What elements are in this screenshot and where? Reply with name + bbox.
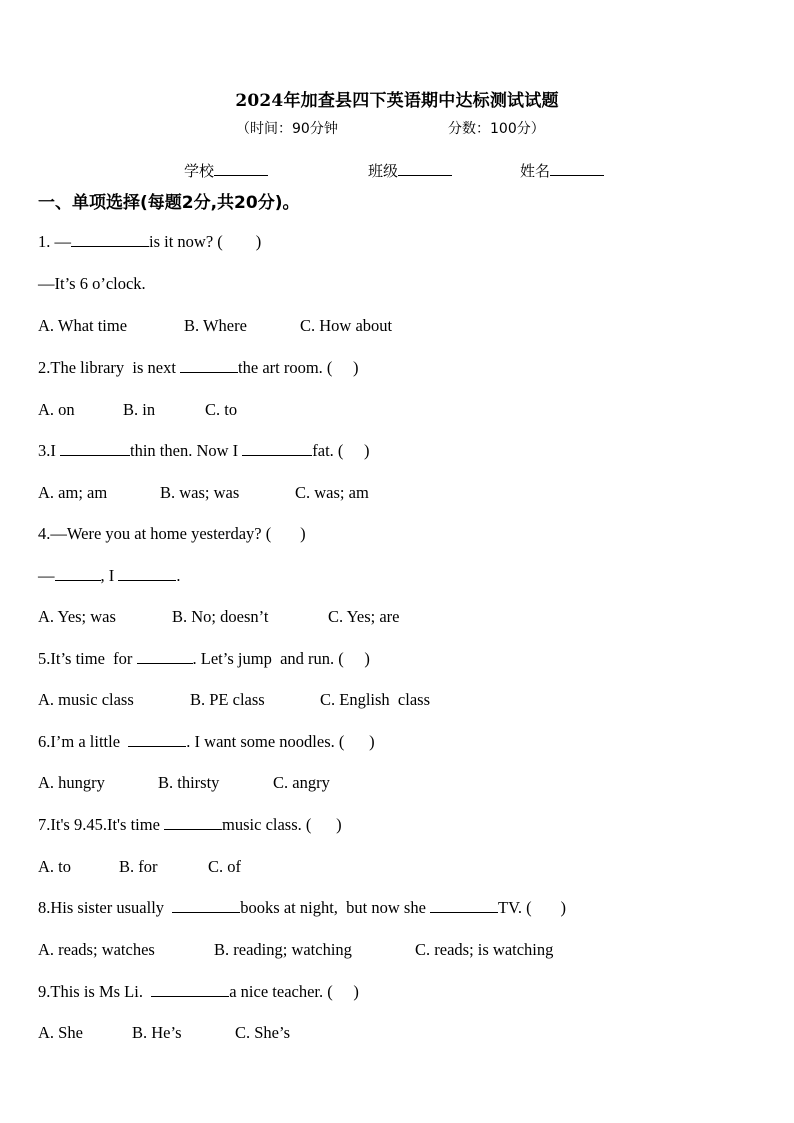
answer-blank[interactable]: [118, 566, 176, 581]
answer-blank[interactable]: [151, 982, 229, 997]
option-a[interactable]: A. She: [38, 1023, 83, 1042]
section-title: 一、单项选择(每题2分,共20分)。: [38, 193, 300, 213]
class-label: 班级: [368, 162, 399, 180]
question-3: 3.I thin then. Now I fat. ( ): [38, 441, 370, 460]
answer-blank[interactable]: [430, 898, 498, 913]
option-b[interactable]: B. PE class: [190, 690, 265, 709]
question-6: 6.I’m a little . I want some noodles. ( ): [38, 732, 375, 751]
option-a[interactable]: A. to: [38, 857, 71, 876]
option-a[interactable]: A. music class: [38, 690, 134, 709]
question-1: 1. — is it now? ( ): [38, 232, 262, 251]
option-b[interactable]: B. for: [119, 857, 158, 876]
question-7: 7.It's 9.45.It's time music class. ( ): [38, 815, 342, 834]
answer-blank[interactable]: [172, 898, 240, 913]
option-c[interactable]: C. of: [208, 857, 241, 876]
question-1-response: —It’s 6 o’clock.: [38, 274, 146, 293]
option-a[interactable]: A. am; am: [38, 483, 108, 502]
option-c[interactable]: C. reads; is watching: [415, 940, 554, 959]
option-c[interactable]: C. How about: [300, 316, 393, 335]
option-a[interactable]: A. on: [38, 400, 75, 419]
option-c[interactable]: C. was; am: [295, 483, 369, 502]
name-label: 姓名: [520, 162, 551, 180]
class-field[interactable]: [368, 160, 452, 181]
answer-blank[interactable]: [180, 358, 238, 373]
question-8: 8.His sister usually books at night, but now she TV. ( ): [38, 898, 567, 917]
option-a[interactable]: A. reads; watches: [38, 940, 155, 959]
answer-blank[interactable]: [60, 441, 130, 456]
option-b[interactable]: B. He’s: [132, 1023, 182, 1042]
option-b[interactable]: B. in: [123, 400, 156, 419]
question-5: 5.It’s time for . Let’s jump and run. ( ): [38, 649, 370, 668]
school-field[interactable]: [184, 160, 268, 181]
answer-blank[interactable]: [137, 649, 193, 664]
option-b[interactable]: B. reading; watching: [214, 940, 352, 959]
class-blank[interactable]: [398, 161, 452, 176]
option-b[interactable]: B. Where: [184, 316, 247, 335]
question-4: 4.—Were you at home yesterday? ( ): [38, 524, 306, 543]
option-b[interactable]: B. thirsty: [158, 773, 220, 792]
name-field[interactable]: [520, 160, 604, 181]
answer-blank[interactable]: [128, 732, 186, 747]
option-a[interactable]: A. hungry: [38, 773, 105, 792]
option-b[interactable]: B. was; was: [160, 483, 240, 502]
answer-blank[interactable]: [242, 441, 312, 456]
option-c[interactable]: C. to: [205, 400, 238, 419]
option-c[interactable]: C. angry: [273, 773, 330, 792]
question-9: 9.This is Ms Li. a nice teacher. ( ): [38, 982, 359, 1001]
option-a[interactable]: A. Yes; was: [38, 607, 116, 626]
question-2: 2.The library is next the art room. ( ): [38, 358, 359, 377]
answer-blank[interactable]: [71, 232, 149, 247]
option-b[interactable]: B. No; doesn’t: [172, 607, 269, 626]
name-blank[interactable]: [550, 161, 604, 176]
option-c[interactable]: C. She’s: [235, 1023, 291, 1042]
answer-blank[interactable]: [55, 566, 101, 581]
school-label: 学校: [184, 162, 215, 180]
school-blank[interactable]: [214, 161, 268, 176]
page-title: 2024年加查县四下英语期中达标测试试题: [235, 91, 559, 111]
exam-time: （时间：90分钟: [236, 121, 338, 137]
exam-score: 分数：100分）: [448, 121, 545, 137]
option-c[interactable]: C. English class: [320, 690, 430, 709]
option-a[interactable]: A. What time: [38, 316, 128, 335]
option-c[interactable]: C. Yes; are: [328, 607, 400, 626]
question-4-response: — , I .: [38, 566, 181, 585]
answer-blank[interactable]: [164, 815, 222, 830]
